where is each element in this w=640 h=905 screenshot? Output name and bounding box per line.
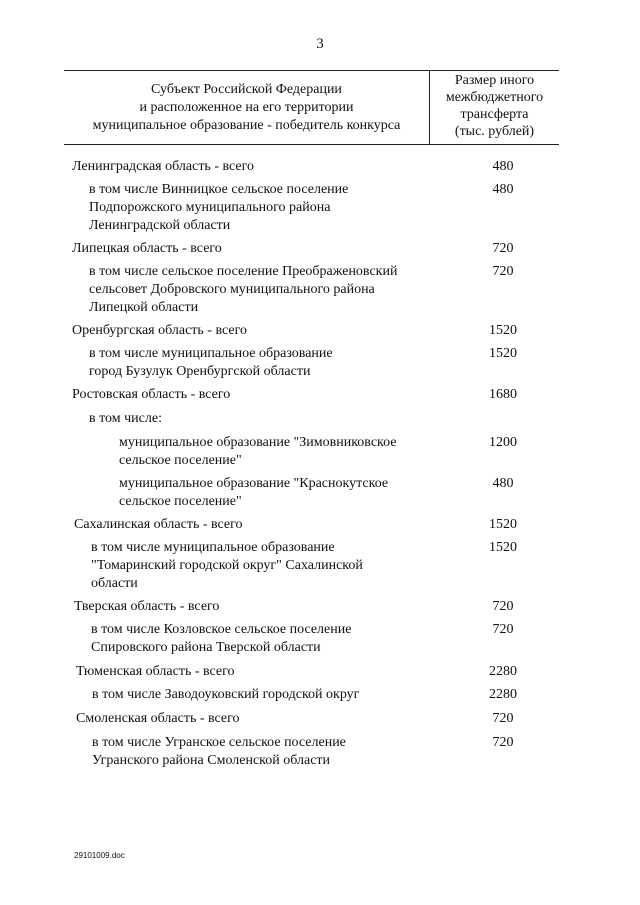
row-label-line: Ленинградской области [89, 218, 231, 233]
subject-header-line: муниципальное образование - победитель конкурса [92, 118, 401, 133]
row-value: 1520 [489, 323, 517, 338]
row-value: 1520 [489, 517, 517, 532]
row-label-line: Тюменская область - всего [76, 664, 235, 679]
row-label-line: области [91, 576, 138, 591]
row-label [92, 686, 359, 704]
row-label-line: город Бузулук Оренбургской области [89, 364, 311, 379]
row-label [92, 734, 346, 770]
row-label-line: муниципальное образование "Краснокутское [119, 476, 389, 491]
table-header [64, 70, 559, 145]
amount-header-line: межбюджетного [445, 90, 544, 105]
row-label [74, 516, 243, 534]
amount-header-line: (тыс. рублей) [454, 124, 535, 139]
row-label-line: Ростовская область - всего [72, 387, 231, 402]
row-label [74, 598, 219, 616]
row-value: 1520 [489, 540, 517, 555]
row-label [76, 710, 240, 728]
row-label [119, 434, 397, 470]
row-label-line: в том числе муниципальное образование [89, 346, 333, 361]
row-value: 720 [492, 711, 514, 726]
row-label-line: Спировского района Тверской области [91, 640, 321, 655]
row-label-line: "Томаринский городской округ" Сахалинской [91, 558, 363, 573]
row-value: 1200 [489, 435, 517, 450]
row-value: 720 [492, 622, 514, 637]
row-label-line: сельское поселение" [119, 453, 242, 468]
row-label-line: в том числе Заводоуковский городской округ [92, 687, 360, 702]
row-label-line: Подпорожского муниципального района [89, 200, 331, 215]
page-number: 3 [316, 36, 324, 52]
row-label [89, 345, 333, 381]
subject-column-header [64, 71, 430, 144]
row-label-line: в том числе Козловское сельское поселение [91, 622, 352, 637]
row-label [91, 539, 363, 593]
row-label-line: сельсовет Добровского муниципального района [89, 282, 375, 297]
row-value: 480 [492, 476, 514, 491]
row-label [89, 410, 162, 428]
row-label [72, 158, 254, 176]
row-label [89, 181, 348, 235]
row-label-line: Тверская область - всего [74, 599, 220, 614]
row-label [72, 386, 230, 404]
row-label-line: муниципальное образование "Зимовниковское [119, 435, 397, 450]
row-label [119, 475, 388, 511]
row-label-line: в том числе Угранское сельское поселение [92, 735, 346, 750]
row-label [76, 663, 235, 681]
row-value: 480 [492, 182, 514, 197]
row-label-line: в том числе Винницкое сельское поселение [89, 182, 349, 197]
subject-header-line: Субъект Российской Федерации [151, 82, 342, 97]
row-label-line: Оренбургская область - всего [72, 323, 247, 338]
row-value: 1520 [489, 346, 517, 361]
row-value: 720 [492, 264, 514, 279]
row-value: 2280 [489, 687, 517, 702]
row-label [89, 263, 397, 317]
row-value: 2280 [489, 664, 517, 679]
row-label-line: Липецкой области [89, 300, 199, 315]
row-label [72, 240, 222, 258]
row-value: 480 [492, 159, 514, 174]
row-label-line: сельское поселение" [119, 494, 242, 509]
row-label-line: Угранского района Смоленской области [92, 753, 331, 768]
row-value: 720 [492, 735, 514, 750]
row-label [72, 322, 247, 340]
row-value: 720 [492, 599, 514, 614]
amount-header-line: Размер иного [454, 73, 535, 88]
row-label-line: в том числе муниципальное образование [91, 540, 335, 555]
row-value: 1680 [489, 387, 517, 402]
document-filename: 29101009.doc [74, 851, 125, 860]
row-label-line: Ленинградская область - всего [72, 159, 254, 174]
amount-header-line: трансферта [460, 107, 529, 122]
row-label-line: в том числе сельское поселение Преображеновский [89, 264, 398, 279]
subject-header-line: и расположенное на его территории [139, 100, 354, 115]
row-label [91, 621, 351, 657]
amount-column-header [430, 71, 559, 144]
row-label-line: Сахалинская область - всего [74, 517, 243, 532]
row-label-line: в том числе: [89, 411, 162, 426]
row-label-line: Липецкая область - всего [72, 241, 222, 256]
row-label-line: Смоленская область - всего [76, 711, 240, 726]
row-value: 720 [492, 241, 514, 256]
